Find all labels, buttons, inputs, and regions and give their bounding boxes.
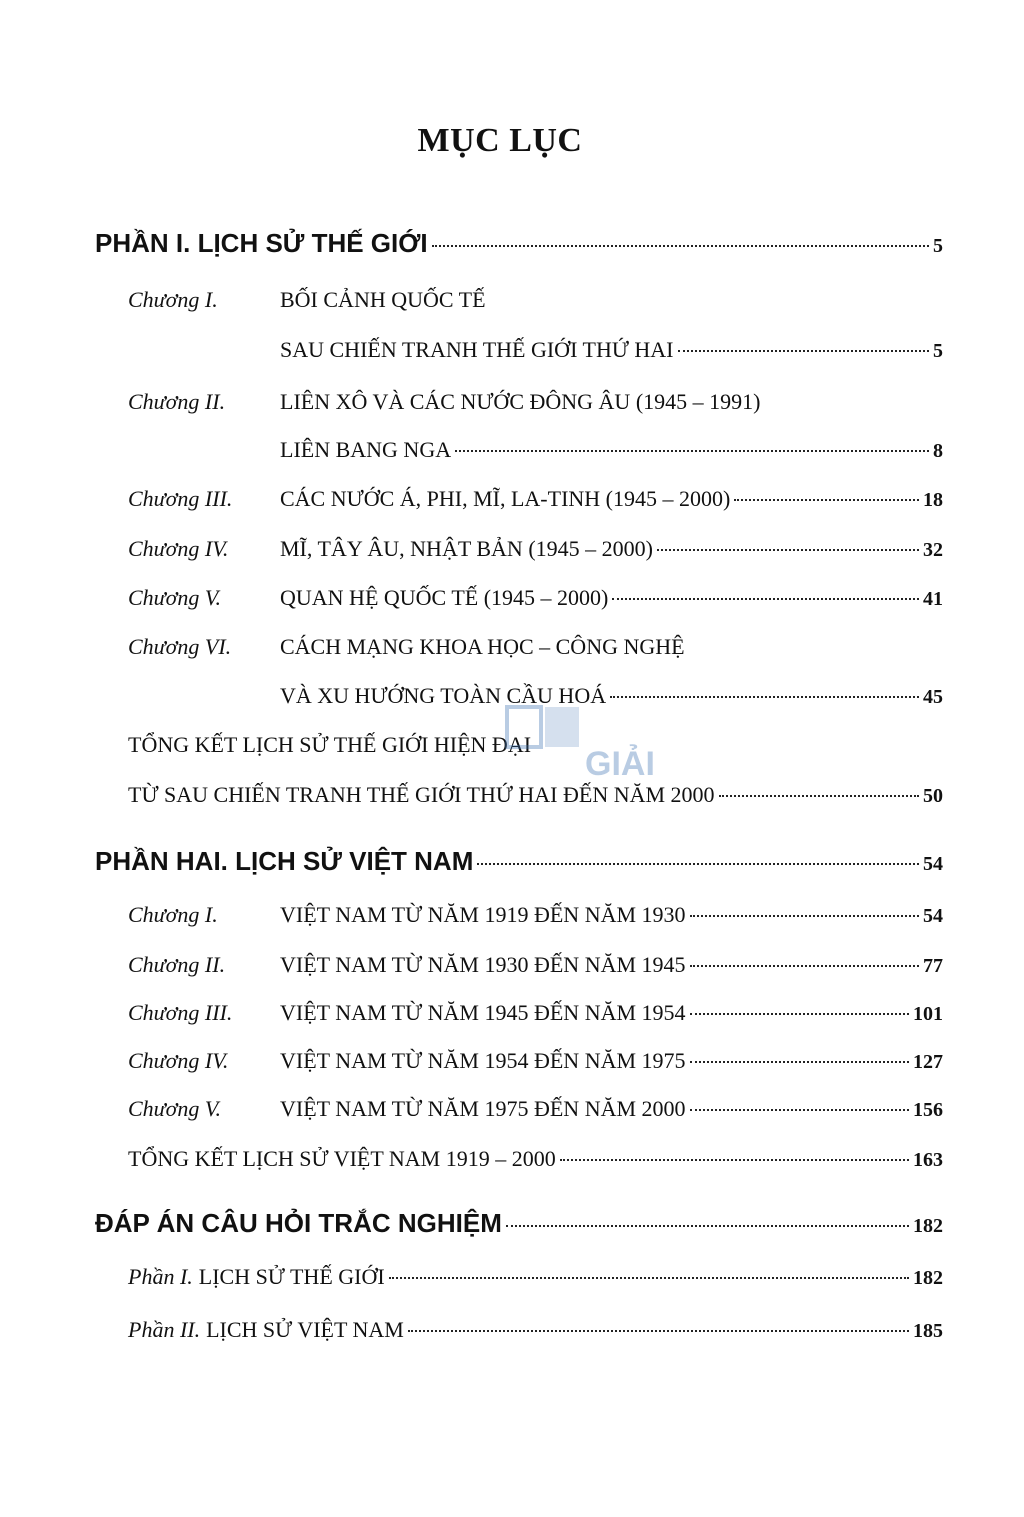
leader-dots bbox=[678, 350, 930, 352]
toc-part-2[interactable] bbox=[95, 846, 943, 877]
chapter-label: Chương II. bbox=[128, 389, 226, 414]
chapter-label: Chương II. bbox=[128, 952, 226, 977]
chapter-title: BỐI CẢNH QUỐC TẾ bbox=[280, 287, 486, 312]
leader-dots bbox=[612, 598, 919, 600]
page-number: 5 bbox=[933, 340, 943, 362]
chapter-title: VIỆT NAM TỪ NĂM 1975 ĐẾN NĂM 2000 bbox=[280, 1096, 686, 1121]
chapter-label: Chương IV. bbox=[128, 536, 229, 561]
page-number: 45 bbox=[923, 686, 943, 708]
watermark-logo bbox=[505, 705, 655, 795]
chapter-title: QUAN HỆ QUỐC TẾ (1945 – 2000) bbox=[280, 585, 609, 610]
toc-chapter-cont[interactable] bbox=[280, 337, 943, 363]
toc-chapter[interactable] bbox=[128, 1096, 943, 1122]
toc-chapter[interactable] bbox=[128, 902, 943, 928]
page-title: MỤC LỤC bbox=[417, 122, 583, 159]
chapter-label: Chương III. bbox=[128, 1000, 233, 1025]
part-title: PHẦN HAI. LỊCH SỬ VIỆT NAM bbox=[95, 846, 474, 876]
summary-title: TỔNG KẾT LỊCH SỬ THẾ GIỚI HIỆN ĐẠI bbox=[128, 732, 532, 757]
leader-dots bbox=[657, 549, 919, 551]
page-number: 182 bbox=[913, 1267, 943, 1289]
toc-part-1[interactable] bbox=[95, 228, 943, 259]
chapter-label: Chương I. bbox=[128, 902, 218, 927]
chapter-label: Chương III. bbox=[128, 486, 233, 511]
leader-dots bbox=[455, 450, 929, 452]
chapter-label: Chương V. bbox=[128, 585, 222, 610]
chapter-title: VIỆT NAM TỪ NĂM 1954 ĐẾN NĂM 1975 bbox=[280, 1048, 686, 1073]
toc-answer-section[interactable] bbox=[128, 1264, 943, 1290]
section-title: LỊCH SỬ THẾ GIỚI bbox=[198, 1264, 385, 1289]
toc-chapter[interactable] bbox=[128, 1000, 943, 1026]
chapter-title: CÁC NƯỚC Á, PHI, MĨ, LA-TINH (1945 – 2000) bbox=[280, 486, 731, 511]
page-number: 32 bbox=[923, 539, 943, 561]
summary-title: TỔNG KẾT LỊCH SỬ VIỆT NAM 1919 – 2000 bbox=[128, 1146, 556, 1171]
leader-dots bbox=[734, 499, 919, 501]
toc-chapter[interactable] bbox=[128, 585, 943, 611]
leader-dots bbox=[610, 696, 919, 698]
toc-answer-section[interactable] bbox=[128, 1317, 943, 1343]
leader-dots bbox=[560, 1159, 909, 1161]
leader-dots bbox=[690, 1109, 909, 1111]
leader-dots bbox=[690, 1061, 909, 1063]
page-number: 54 bbox=[923, 853, 943, 875]
toc-chapter[interactable] bbox=[128, 952, 943, 978]
leader-dots bbox=[690, 915, 919, 917]
page-number: 101 bbox=[913, 1003, 943, 1025]
toc-chapter[interactable] bbox=[128, 634, 943, 660]
chapter-title-cont: VÀ XU HƯỚNG TOÀN CẦU HOÁ bbox=[280, 683, 607, 708]
toc-part-3[interactable] bbox=[95, 1208, 943, 1239]
chapter-title: CÁCH MẠNG KHOA HỌC – CÔNG NGHỆ bbox=[280, 634, 685, 659]
page-number: 18 bbox=[923, 489, 943, 511]
toc-chapter[interactable] bbox=[128, 486, 943, 512]
chapter-title: LIÊN XÔ VÀ CÁC NƯỚC ĐÔNG ÂU (1945 – 1991) bbox=[280, 389, 761, 414]
page-number: 182 bbox=[913, 1215, 943, 1237]
page-number: 41 bbox=[923, 588, 943, 610]
chapter-title-cont: LIÊN BANG NGA bbox=[280, 437, 452, 462]
toc-chapter[interactable] bbox=[128, 389, 943, 415]
toc-chapter[interactable] bbox=[128, 287, 943, 313]
page-number: 50 bbox=[923, 785, 943, 807]
section-label: Phần II. bbox=[128, 1317, 201, 1342]
page-number: 54 bbox=[923, 905, 943, 927]
page-number: 8 bbox=[933, 440, 943, 462]
page-number: 127 bbox=[913, 1051, 943, 1073]
chapter-title: VIỆT NAM TỪ NĂM 1930 ĐẾN NĂM 1945 bbox=[280, 952, 686, 977]
toc-chapter-cont[interactable] bbox=[280, 437, 943, 463]
leader-dots bbox=[477, 863, 919, 865]
leader-dots bbox=[506, 1225, 909, 1227]
toc-chapter[interactable] bbox=[128, 536, 943, 562]
chapter-label: Chương V. bbox=[128, 1096, 222, 1121]
summary-title-cont: TỪ SAU CHIẾN TRANH THẾ GIỚI THỨ HAI ĐẾN NĂM 2000 bbox=[128, 782, 715, 807]
chapter-title: MĨ, TÂY ÂU, NHẬT BẢN (1945 – 2000) bbox=[280, 536, 653, 561]
leader-dots bbox=[432, 245, 929, 247]
part-title: PHẦN I. LỊCH SỬ THẾ GIỚI bbox=[95, 228, 428, 258]
section-label: Phần I. bbox=[128, 1264, 193, 1289]
leader-dots bbox=[690, 965, 919, 967]
leader-dots bbox=[408, 1330, 909, 1332]
chapter-title: VIỆT NAM TỪ NĂM 1945 ĐẾN NĂM 1954 bbox=[280, 1000, 686, 1025]
chapter-title-cont: SAU CHIẾN TRANH THẾ GIỚI THỨ HAI bbox=[280, 337, 674, 362]
page-number: 156 bbox=[913, 1099, 943, 1121]
chapter-label: Chương I. bbox=[128, 287, 218, 312]
leader-dots bbox=[690, 1013, 909, 1015]
toc-chapter[interactable] bbox=[128, 1048, 943, 1074]
chapter-label: Chương IV. bbox=[128, 1048, 229, 1073]
watermark-text: GIẢI bbox=[585, 745, 655, 783]
page-number: 163 bbox=[913, 1149, 943, 1171]
chapter-label: Chương VI. bbox=[128, 634, 232, 659]
leader-dots bbox=[719, 795, 919, 797]
leader-dots bbox=[389, 1277, 909, 1279]
page-number: 185 bbox=[913, 1320, 943, 1342]
chapter-title: VIỆT NAM TỪ NĂM 1919 ĐẾN NĂM 1930 bbox=[280, 902, 686, 927]
page-number: 77 bbox=[923, 955, 943, 977]
page-number: 5 bbox=[933, 235, 943, 257]
toc-summary[interactable] bbox=[128, 1146, 943, 1172]
part-title: ĐÁP ÁN CÂU HỎI TRẮC NGHIỆM bbox=[95, 1208, 502, 1238]
section-title: LỊCH SỬ VIỆT NAM bbox=[206, 1317, 404, 1342]
